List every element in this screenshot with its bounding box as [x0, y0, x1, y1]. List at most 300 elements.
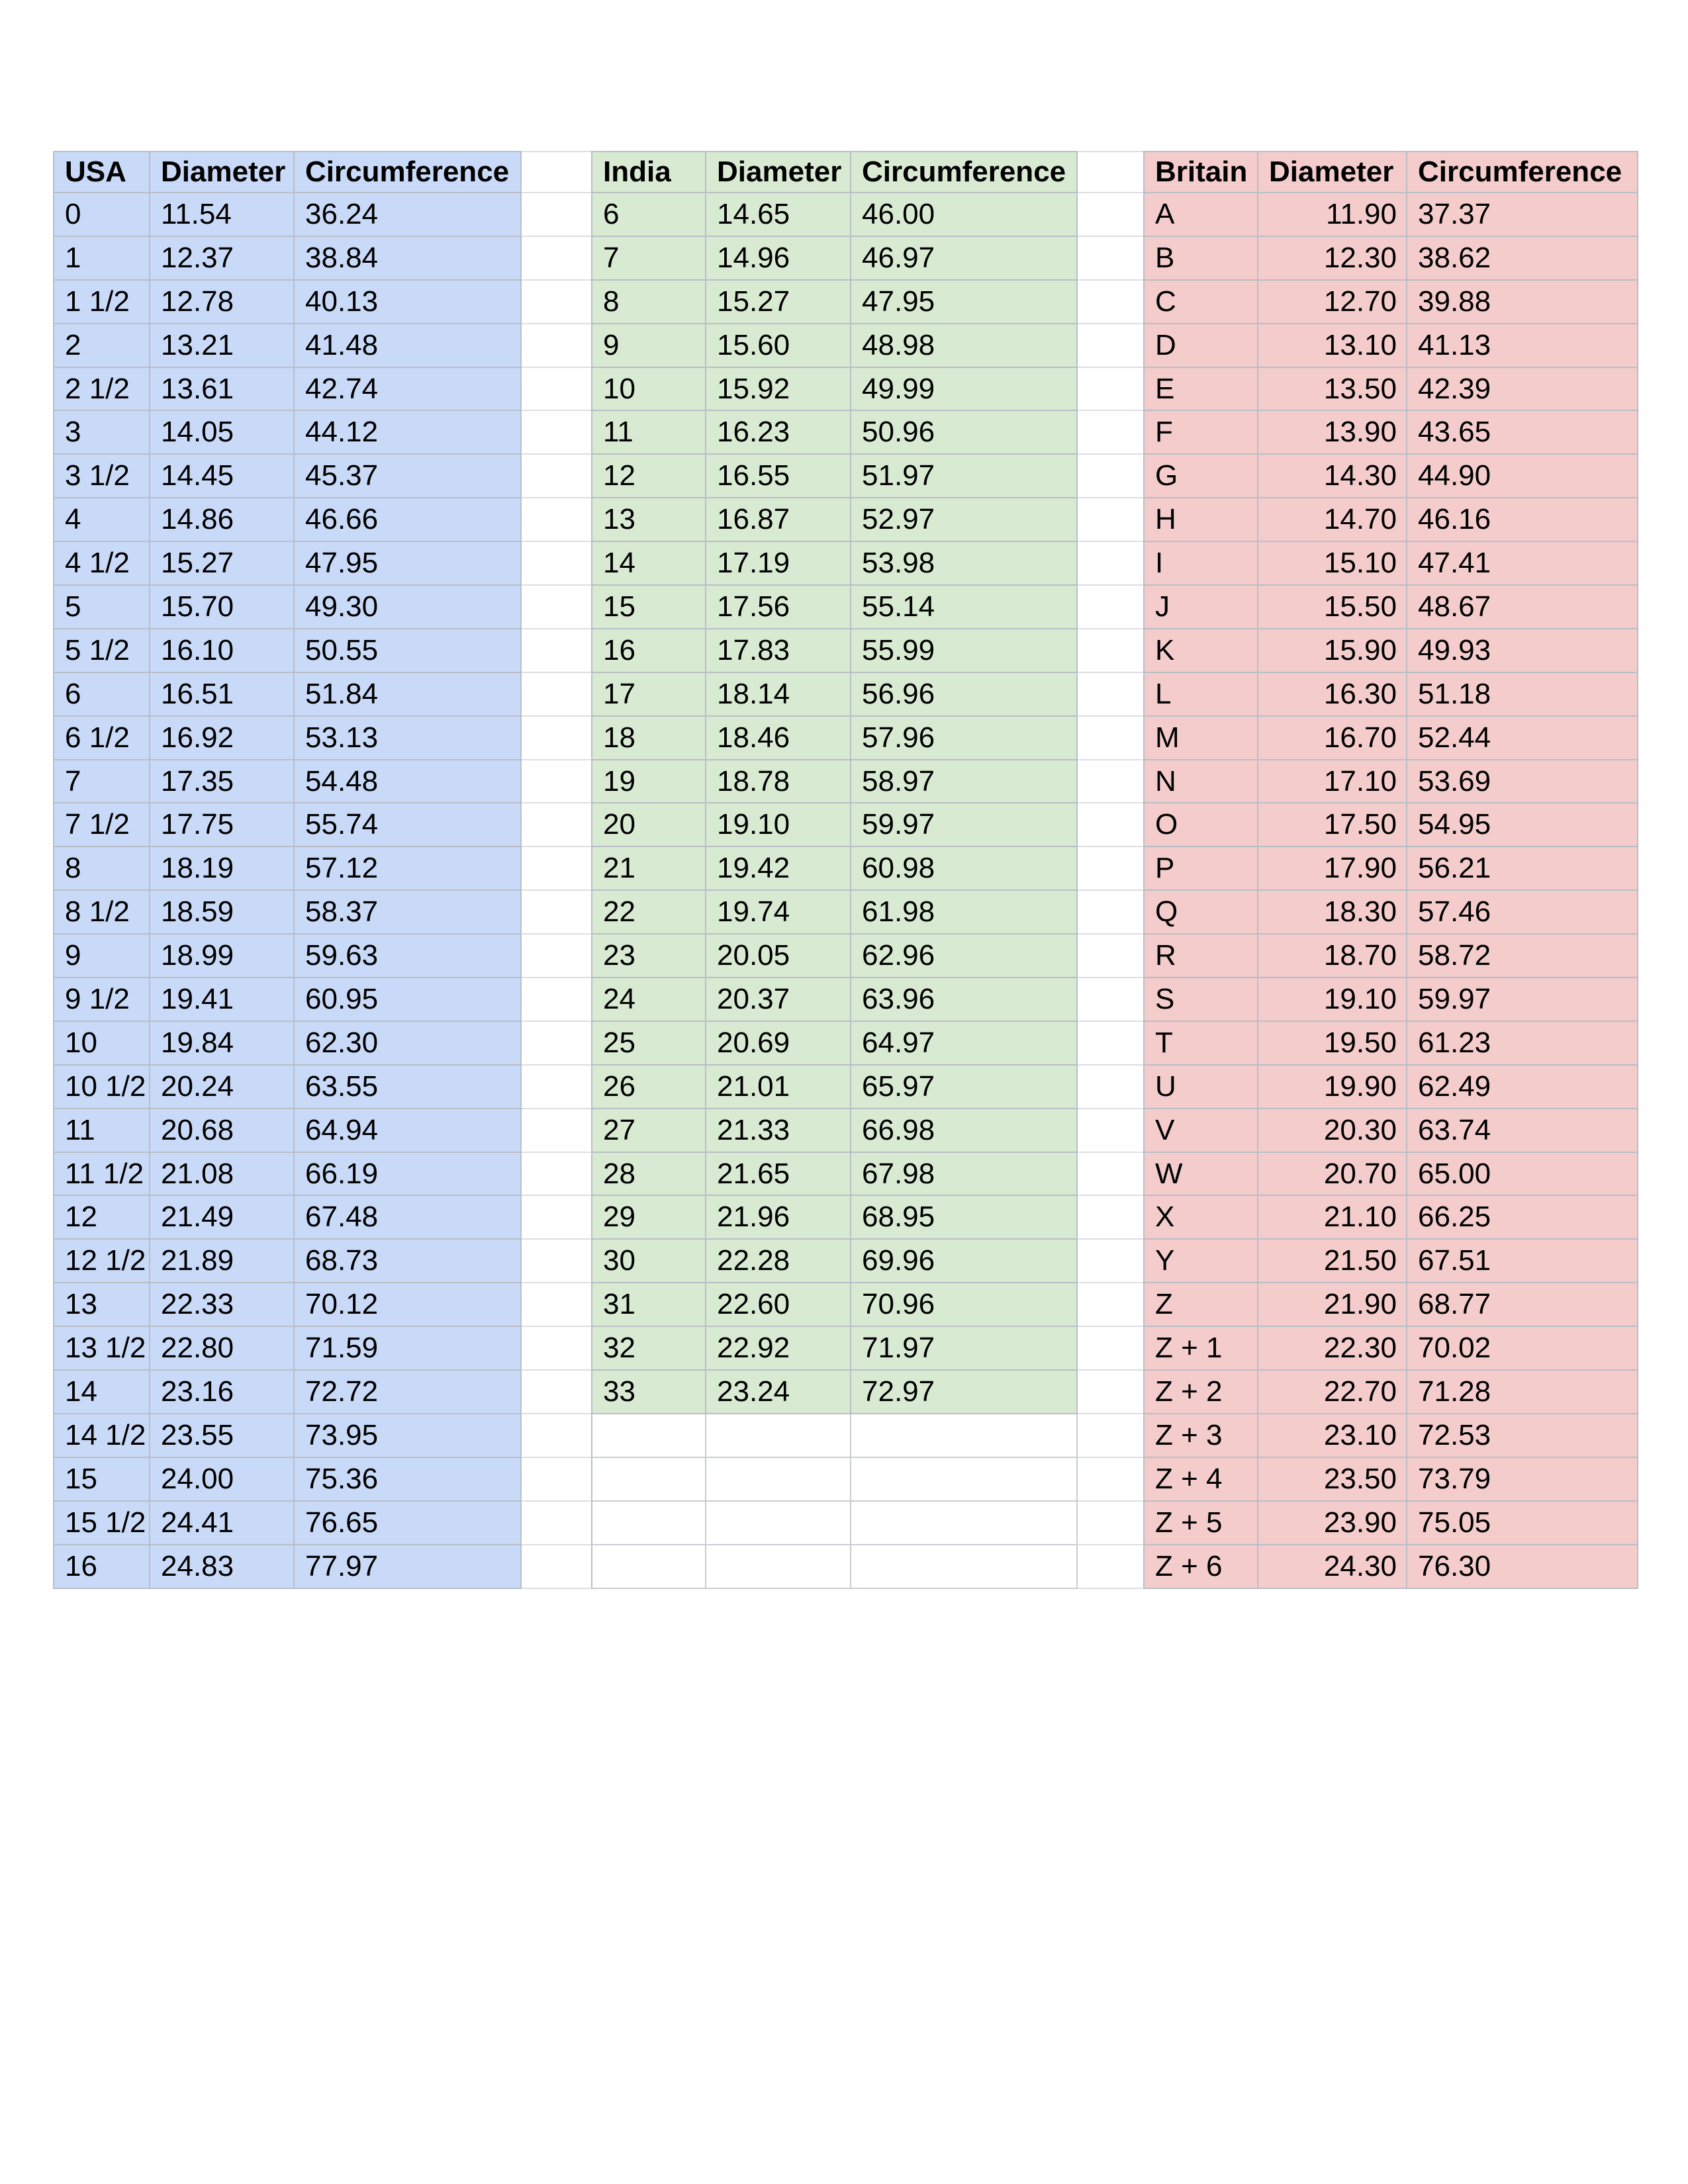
usa-data-cell — [295, 1196, 522, 1240]
india-data-cell-text: 47.95 — [862, 285, 935, 318]
britain-data-cell-text: 13.90 — [1323, 416, 1397, 449]
usa-data-cell-text: 44.12 — [305, 416, 379, 449]
usa-data-cell — [150, 934, 295, 978]
britain-data-cell-text: 21.90 — [1323, 1288, 1397, 1321]
usa-data-cell — [150, 455, 295, 498]
gap-cell — [522, 891, 591, 934]
usa-data-cell-text: 9 1/2 — [65, 982, 130, 1015]
india-empty-cell — [851, 1414, 1078, 1458]
india-data-cell — [706, 368, 851, 412]
usa-data-cell — [150, 1458, 295, 1502]
ring-size-conversion-sheet — [53, 151, 1638, 1589]
india-data-cell-text: 15 — [603, 590, 635, 623]
usa-data-cell — [295, 1371, 522, 1414]
britain-data-cell-text: 21.50 — [1323, 1244, 1397, 1277]
britain-data-cell — [1258, 891, 1407, 934]
britain-data-cell-text: X — [1155, 1201, 1175, 1234]
britain-data-cell — [1407, 368, 1638, 412]
gap-cell — [1078, 542, 1143, 586]
britain-data-cell — [1258, 1327, 1407, 1371]
usa-data-cell — [53, 1545, 150, 1589]
india-data-cell — [591, 1240, 706, 1283]
usa-header-circumference — [295, 151, 522, 193]
india-data-cell — [851, 193, 1078, 237]
india-data-cell-text: 26 — [603, 1069, 635, 1103]
britain-data-cell-text: 19.90 — [1323, 1069, 1397, 1103]
india-data-cell-text: 32 — [603, 1332, 635, 1365]
gap-cell — [522, 803, 591, 847]
usa-data-cell-text: 17.75 — [161, 808, 234, 841]
india-data-cell — [706, 1283, 851, 1327]
usa-data-cell — [150, 1196, 295, 1240]
india-data-cell — [591, 237, 706, 281]
usa-data-cell-text: 10 1/2 — [65, 1069, 146, 1103]
india-data-cell — [706, 978, 851, 1022]
britain-data-cell — [1407, 498, 1638, 542]
britain-data-cell — [1407, 1371, 1638, 1414]
usa-data-cell — [295, 1022, 522, 1066]
britain-data-cell-text: 58.72 — [1418, 939, 1491, 972]
britain-data-cell — [1258, 1283, 1407, 1327]
india-data-cell — [706, 717, 851, 760]
britain-data-cell-text: L — [1155, 677, 1172, 710]
britain-data-cell-text: 22.30 — [1323, 1332, 1397, 1365]
britain-data-cell-text: 16.30 — [1323, 677, 1397, 710]
britain-data-cell — [1143, 1371, 1258, 1414]
india-empty-cell — [591, 1458, 706, 1502]
gap-cell — [522, 151, 591, 193]
india-data-cell — [851, 411, 1078, 455]
britain-data-cell-text: 11.90 — [1326, 197, 1397, 230]
gap-cell — [522, 281, 591, 324]
india-empty-cell — [851, 1502, 1078, 1545]
usa-data-cell-text: 8 — [65, 852, 81, 885]
india-data-cell-text: 22 — [603, 895, 635, 929]
india-data-cell-text: 16.87 — [717, 503, 790, 536]
india-data-cell — [851, 1066, 1078, 1109]
britain-data-cell — [1258, 324, 1407, 368]
usa-data-cell — [53, 368, 150, 412]
britain-data-cell-text: 56.21 — [1418, 852, 1491, 885]
britain-data-cell — [1407, 803, 1638, 847]
usa-header-usa-text: USA — [65, 156, 126, 188]
india-data-cell-text: 20.05 — [717, 939, 790, 972]
india-data-cell-text: 19.42 — [717, 852, 790, 885]
usa-data-cell-text: 46.66 — [305, 503, 379, 536]
gap-cell — [522, 1502, 591, 1545]
britain-data-cell — [1258, 193, 1407, 237]
usa-data-cell-text: 77.97 — [305, 1549, 379, 1582]
usa-data-cell — [295, 586, 522, 629]
gap-cell — [1078, 760, 1143, 804]
usa-data-cell — [150, 1545, 295, 1589]
gap-cell — [1078, 803, 1143, 847]
britain-data-cell-text: 76.30 — [1418, 1549, 1491, 1582]
usa-data-cell-text: 15 1/2 — [65, 1506, 146, 1539]
gap-cell — [522, 1545, 591, 1589]
usa-data-cell — [150, 542, 295, 586]
britain-data-cell — [1407, 1414, 1638, 1458]
britain-data-cell — [1407, 978, 1638, 1022]
britain-data-cell — [1407, 673, 1638, 717]
india-data-cell-text: 62.96 — [862, 939, 935, 972]
usa-data-cell-text: 14.86 — [161, 503, 234, 536]
india-data-cell — [851, 498, 1078, 542]
gap-cell — [1078, 151, 1143, 193]
india-data-cell — [591, 193, 706, 237]
usa-data-cell — [150, 717, 295, 760]
usa-data-cell-text: 16 — [65, 1549, 97, 1582]
india-data-cell-text: 69.96 — [862, 1244, 935, 1277]
usa-header-circumference-text: Circumference — [305, 156, 510, 188]
india-data-cell-text: 12 — [603, 459, 635, 492]
usa-data-cell — [150, 237, 295, 281]
britain-data-cell-text: 16.70 — [1323, 721, 1397, 754]
india-data-cell-text: 24 — [603, 982, 635, 1015]
india-data-cell — [591, 1371, 706, 1414]
britain-data-cell — [1258, 542, 1407, 586]
india-data-cell-text: 14.65 — [717, 197, 790, 230]
usa-data-cell-text: 18.19 — [161, 852, 234, 885]
britain-data-cell-text: 75.05 — [1418, 1506, 1491, 1539]
india-data-cell-text: 17 — [603, 677, 635, 710]
gap-cell — [1078, 1066, 1143, 1109]
india-data-cell-text: 14.96 — [717, 241, 790, 274]
usa-data-cell — [53, 1283, 150, 1327]
india-data-cell-text: 22.92 — [717, 1332, 790, 1365]
india-data-cell-text: 21 — [603, 852, 635, 885]
usa-data-cell-text: 24.83 — [161, 1549, 234, 1582]
gap-cell — [522, 586, 591, 629]
gap-cell — [1078, 1371, 1143, 1414]
britain-data-cell-text: 37.37 — [1418, 197, 1491, 230]
usa-data-cell — [53, 237, 150, 281]
britain-data-cell-text: 24.30 — [1323, 1549, 1397, 1582]
india-data-cell-text: 15.92 — [717, 372, 790, 405]
usa-data-cell — [53, 1502, 150, 1545]
britain-data-cell-text: J — [1155, 590, 1170, 623]
usa-data-cell — [295, 1240, 522, 1283]
india-empty-cell — [851, 1545, 1078, 1589]
gap-cell — [522, 1283, 591, 1327]
usa-data-cell — [53, 586, 150, 629]
india-data-cell — [706, 760, 851, 804]
india-data-cell-text: 20 — [603, 808, 635, 841]
india-empty-cell — [706, 1414, 851, 1458]
britain-data-cell — [1143, 1240, 1258, 1283]
britain-data-cell — [1143, 368, 1258, 412]
britain-data-cell-text: 20.30 — [1323, 1113, 1397, 1146]
india-data-cell — [706, 411, 851, 455]
india-data-cell-text: 60.98 — [862, 852, 935, 885]
india-data-cell-text: 14 — [603, 547, 635, 580]
gap-cell — [522, 760, 591, 804]
usa-data-cell — [150, 1414, 295, 1458]
usa-data-cell-text: 8 1/2 — [65, 895, 130, 929]
usa-data-cell-text: 1 1/2 — [65, 285, 130, 318]
britain-data-cell — [1258, 1240, 1407, 1283]
usa-data-cell — [295, 1414, 522, 1458]
usa-data-cell — [295, 1502, 522, 1545]
usa-data-cell — [53, 1414, 150, 1458]
usa-data-cell-text: 38.84 — [305, 241, 379, 274]
usa-data-cell-text: 21.89 — [161, 1244, 234, 1277]
britain-data-cell — [1143, 324, 1258, 368]
india-data-cell-text: 17.19 — [717, 547, 790, 580]
india-data-cell-text: 7 — [603, 241, 620, 274]
usa-data-cell — [150, 847, 295, 891]
india-data-cell — [706, 1022, 851, 1066]
india-data-cell — [851, 760, 1078, 804]
usa-data-cell-text: 62.30 — [305, 1026, 379, 1059]
india-data-cell — [591, 673, 706, 717]
britain-data-cell-text: 17.50 — [1323, 808, 1397, 841]
india-data-cell — [851, 1109, 1078, 1153]
usa-data-cell-text: 24.00 — [161, 1462, 234, 1495]
usa-data-cell — [150, 281, 295, 324]
gap-cell — [1078, 1545, 1143, 1589]
britain-data-cell-text: 13.50 — [1323, 372, 1397, 405]
britain-data-cell — [1258, 847, 1407, 891]
usa-data-cell-text: 11.54 — [161, 197, 232, 230]
usa-data-cell-text: 16.92 — [161, 721, 234, 754]
india-data-cell — [706, 237, 851, 281]
usa-data-cell-text: 14.05 — [161, 416, 234, 449]
britain-data-cell-text: Z + 5 — [1155, 1506, 1223, 1539]
britain-data-cell-text: Y — [1155, 1244, 1175, 1277]
britain-data-cell-text: 52.44 — [1418, 721, 1491, 754]
britain-header-circumference — [1407, 151, 1638, 193]
gap-cell — [522, 717, 591, 760]
usa-data-cell-text: 36.24 — [305, 197, 379, 230]
india-data-cell-text: 8 — [603, 285, 620, 318]
britain-data-cell — [1258, 1414, 1407, 1458]
gap-cell — [522, 1414, 591, 1458]
usa-header-diameter-text: Diameter — [161, 156, 286, 188]
britain-data-cell — [1258, 281, 1407, 324]
britain-data-cell — [1407, 1283, 1638, 1327]
gap-cell — [1078, 1153, 1143, 1197]
usa-data-cell-text: 13.61 — [161, 372, 234, 405]
usa-data-cell — [295, 455, 522, 498]
britain-data-cell — [1258, 1066, 1407, 1109]
usa-data-cell — [150, 498, 295, 542]
britain-data-cell — [1258, 498, 1407, 542]
india-data-cell-text: 18.46 — [717, 721, 790, 754]
britain-data-cell-text: 59.97 — [1418, 982, 1491, 1015]
usa-data-cell — [53, 629, 150, 673]
india-data-cell-text: 10 — [603, 372, 635, 405]
usa-data-cell-text: 1 — [65, 241, 81, 274]
britain-data-cell-text: 21.10 — [1323, 1201, 1397, 1234]
usa-data-cell-text: 7 — [65, 764, 81, 797]
gap-cell — [1078, 193, 1143, 237]
india-data-cell — [706, 629, 851, 673]
usa-header-diameter — [150, 151, 295, 193]
britain-data-cell-text: 15.10 — [1323, 547, 1397, 580]
britain-data-cell — [1258, 760, 1407, 804]
india-data-cell — [851, 281, 1078, 324]
india-data-cell-text: 18.14 — [717, 677, 790, 710]
usa-data-cell — [295, 281, 522, 324]
britain-data-cell-text: C — [1155, 285, 1176, 318]
britain-data-cell-text: 19.10 — [1323, 982, 1397, 1015]
india-data-cell-text: 63.96 — [862, 982, 935, 1015]
usa-data-cell — [295, 934, 522, 978]
india-data-cell-text: 52.97 — [862, 503, 935, 536]
usa-data-cell-text: 75.36 — [305, 1462, 379, 1495]
britain-data-cell-text: 23.90 — [1323, 1506, 1397, 1539]
gap-cell — [1078, 847, 1143, 891]
india-data-cell-text: 20.37 — [717, 982, 790, 1015]
britain-data-cell — [1258, 237, 1407, 281]
usa-header-usa — [53, 151, 150, 193]
usa-data-cell — [150, 1502, 295, 1545]
usa-data-cell-text: 10 — [65, 1026, 97, 1059]
usa-data-cell — [53, 1240, 150, 1283]
britain-data-cell — [1258, 629, 1407, 673]
india-data-cell — [851, 1196, 1078, 1240]
usa-data-cell — [295, 629, 522, 673]
britain-data-cell-text: S — [1155, 982, 1175, 1015]
britain-data-cell — [1143, 455, 1258, 498]
india-data-cell — [706, 498, 851, 542]
britain-data-cell — [1407, 193, 1638, 237]
usa-data-cell-text: 15.27 — [161, 547, 234, 580]
britain-data-cell-text: 61.23 — [1418, 1026, 1491, 1059]
india-data-cell-text: 46.97 — [862, 241, 935, 274]
gap-cell — [1078, 368, 1143, 412]
india-data-cell — [591, 847, 706, 891]
usa-data-cell — [53, 673, 150, 717]
usa-data-cell — [150, 978, 295, 1022]
britain-data-cell — [1143, 760, 1258, 804]
usa-data-cell-text: 18.59 — [161, 895, 234, 929]
usa-data-cell-text: 13.21 — [161, 328, 234, 361]
britain-data-cell-text: 65.00 — [1418, 1157, 1491, 1190]
india-data-cell — [851, 673, 1078, 717]
gap-cell — [522, 324, 591, 368]
britain-data-cell-text: 20.70 — [1323, 1157, 1397, 1190]
britain-data-cell-text: Z + 3 — [1155, 1418, 1223, 1451]
usa-data-cell-text: 23.16 — [161, 1375, 234, 1408]
india-data-cell-text: 13 — [603, 503, 635, 536]
britain-data-cell-text: 41.13 — [1418, 328, 1491, 361]
britain-data-cell-text: N — [1155, 764, 1176, 797]
britain-data-cell — [1143, 803, 1258, 847]
usa-data-cell — [295, 542, 522, 586]
britain-header-britain-text: Britain — [1155, 156, 1248, 188]
india-data-cell-text: 21.01 — [717, 1069, 790, 1103]
britain-data-cell-text: B — [1155, 241, 1175, 274]
usa-data-cell — [295, 717, 522, 760]
india-data-cell — [591, 1109, 706, 1153]
india-data-cell-text: 16.23 — [717, 416, 790, 449]
usa-data-cell — [295, 760, 522, 804]
india-header-india-text: India — [603, 156, 671, 188]
india-data-cell-text: 15.27 — [717, 285, 790, 318]
usa-data-cell-text: 42.74 — [305, 372, 379, 405]
india-data-cell-text: 68.95 — [862, 1201, 935, 1234]
india-data-cell-text: 17.83 — [717, 633, 790, 666]
india-data-cell-text: 19.74 — [717, 895, 790, 929]
india-data-cell — [851, 1371, 1078, 1414]
britain-data-cell-text: E — [1155, 372, 1175, 405]
gap-cell — [1078, 1502, 1143, 1545]
britain-data-cell-text: 67.51 — [1418, 1244, 1491, 1277]
britain-data-cell — [1143, 237, 1258, 281]
britain-data-cell-text: 15.50 — [1323, 590, 1397, 623]
britain-data-cell — [1407, 717, 1638, 760]
india-data-cell — [851, 542, 1078, 586]
britain-data-cell-text: 18.70 — [1323, 939, 1397, 972]
usa-data-cell — [53, 1022, 150, 1066]
britain-data-cell-text: 71.28 — [1418, 1375, 1491, 1408]
britain-data-cell-text: 73.79 — [1418, 1462, 1491, 1495]
gap-cell — [1078, 498, 1143, 542]
britain-data-cell — [1143, 193, 1258, 237]
britain-data-cell — [1407, 1022, 1638, 1066]
usa-data-cell-text: 3 1/2 — [65, 459, 130, 492]
britain-data-cell — [1143, 1545, 1258, 1589]
gap-cell — [522, 934, 591, 978]
usa-data-cell-text: 2 1/2 — [65, 372, 130, 405]
usa-data-cell-text: 15 — [65, 1462, 97, 1495]
india-data-cell — [591, 1327, 706, 1371]
britain-data-cell-text: Z + 1 — [1155, 1332, 1223, 1365]
india-data-cell-text: 49.99 — [862, 372, 935, 405]
india-data-cell-text: 6 — [603, 197, 620, 230]
gap-cell — [522, 1022, 591, 1066]
gap-cell — [1078, 717, 1143, 760]
gap-cell — [522, 978, 591, 1022]
usa-data-cell — [150, 1022, 295, 1066]
usa-data-cell-text: 19.41 — [161, 982, 234, 1015]
india-data-cell — [851, 978, 1078, 1022]
usa-data-cell-text: 45.37 — [305, 459, 379, 492]
britain-data-cell — [1407, 1153, 1638, 1197]
india-data-cell — [706, 1371, 851, 1414]
india-data-cell-text: 27 — [603, 1113, 635, 1146]
britain-data-cell — [1407, 1196, 1638, 1240]
india-data-cell — [851, 934, 1078, 978]
india-data-cell-text: 71.97 — [862, 1332, 935, 1365]
usa-data-cell-text: 11 1/2 — [65, 1157, 144, 1190]
britain-data-cell — [1407, 1240, 1638, 1283]
usa-data-cell-text: 66.19 — [305, 1157, 379, 1190]
gap-cell — [522, 193, 591, 237]
britain-data-cell — [1258, 586, 1407, 629]
britain-data-cell — [1407, 1502, 1638, 1545]
india-data-cell — [706, 1196, 851, 1240]
britain-data-cell — [1407, 542, 1638, 586]
india-header-india — [591, 151, 706, 193]
usa-data-cell — [150, 1371, 295, 1414]
india-data-cell-text: 18.78 — [717, 764, 790, 797]
usa-data-cell — [150, 1066, 295, 1109]
india-data-cell — [706, 1327, 851, 1371]
britain-data-cell-text: 62.49 — [1418, 1069, 1491, 1103]
usa-data-cell — [295, 498, 522, 542]
britain-data-cell-text: 39.88 — [1418, 285, 1491, 318]
india-data-cell-text: 20.69 — [717, 1026, 790, 1059]
britain-data-cell — [1258, 1153, 1407, 1197]
usa-data-cell — [150, 193, 295, 237]
usa-data-cell-text: 21.49 — [161, 1201, 234, 1234]
gap-cell — [522, 498, 591, 542]
india-data-cell — [706, 1109, 851, 1153]
britain-data-cell — [1143, 1327, 1258, 1371]
